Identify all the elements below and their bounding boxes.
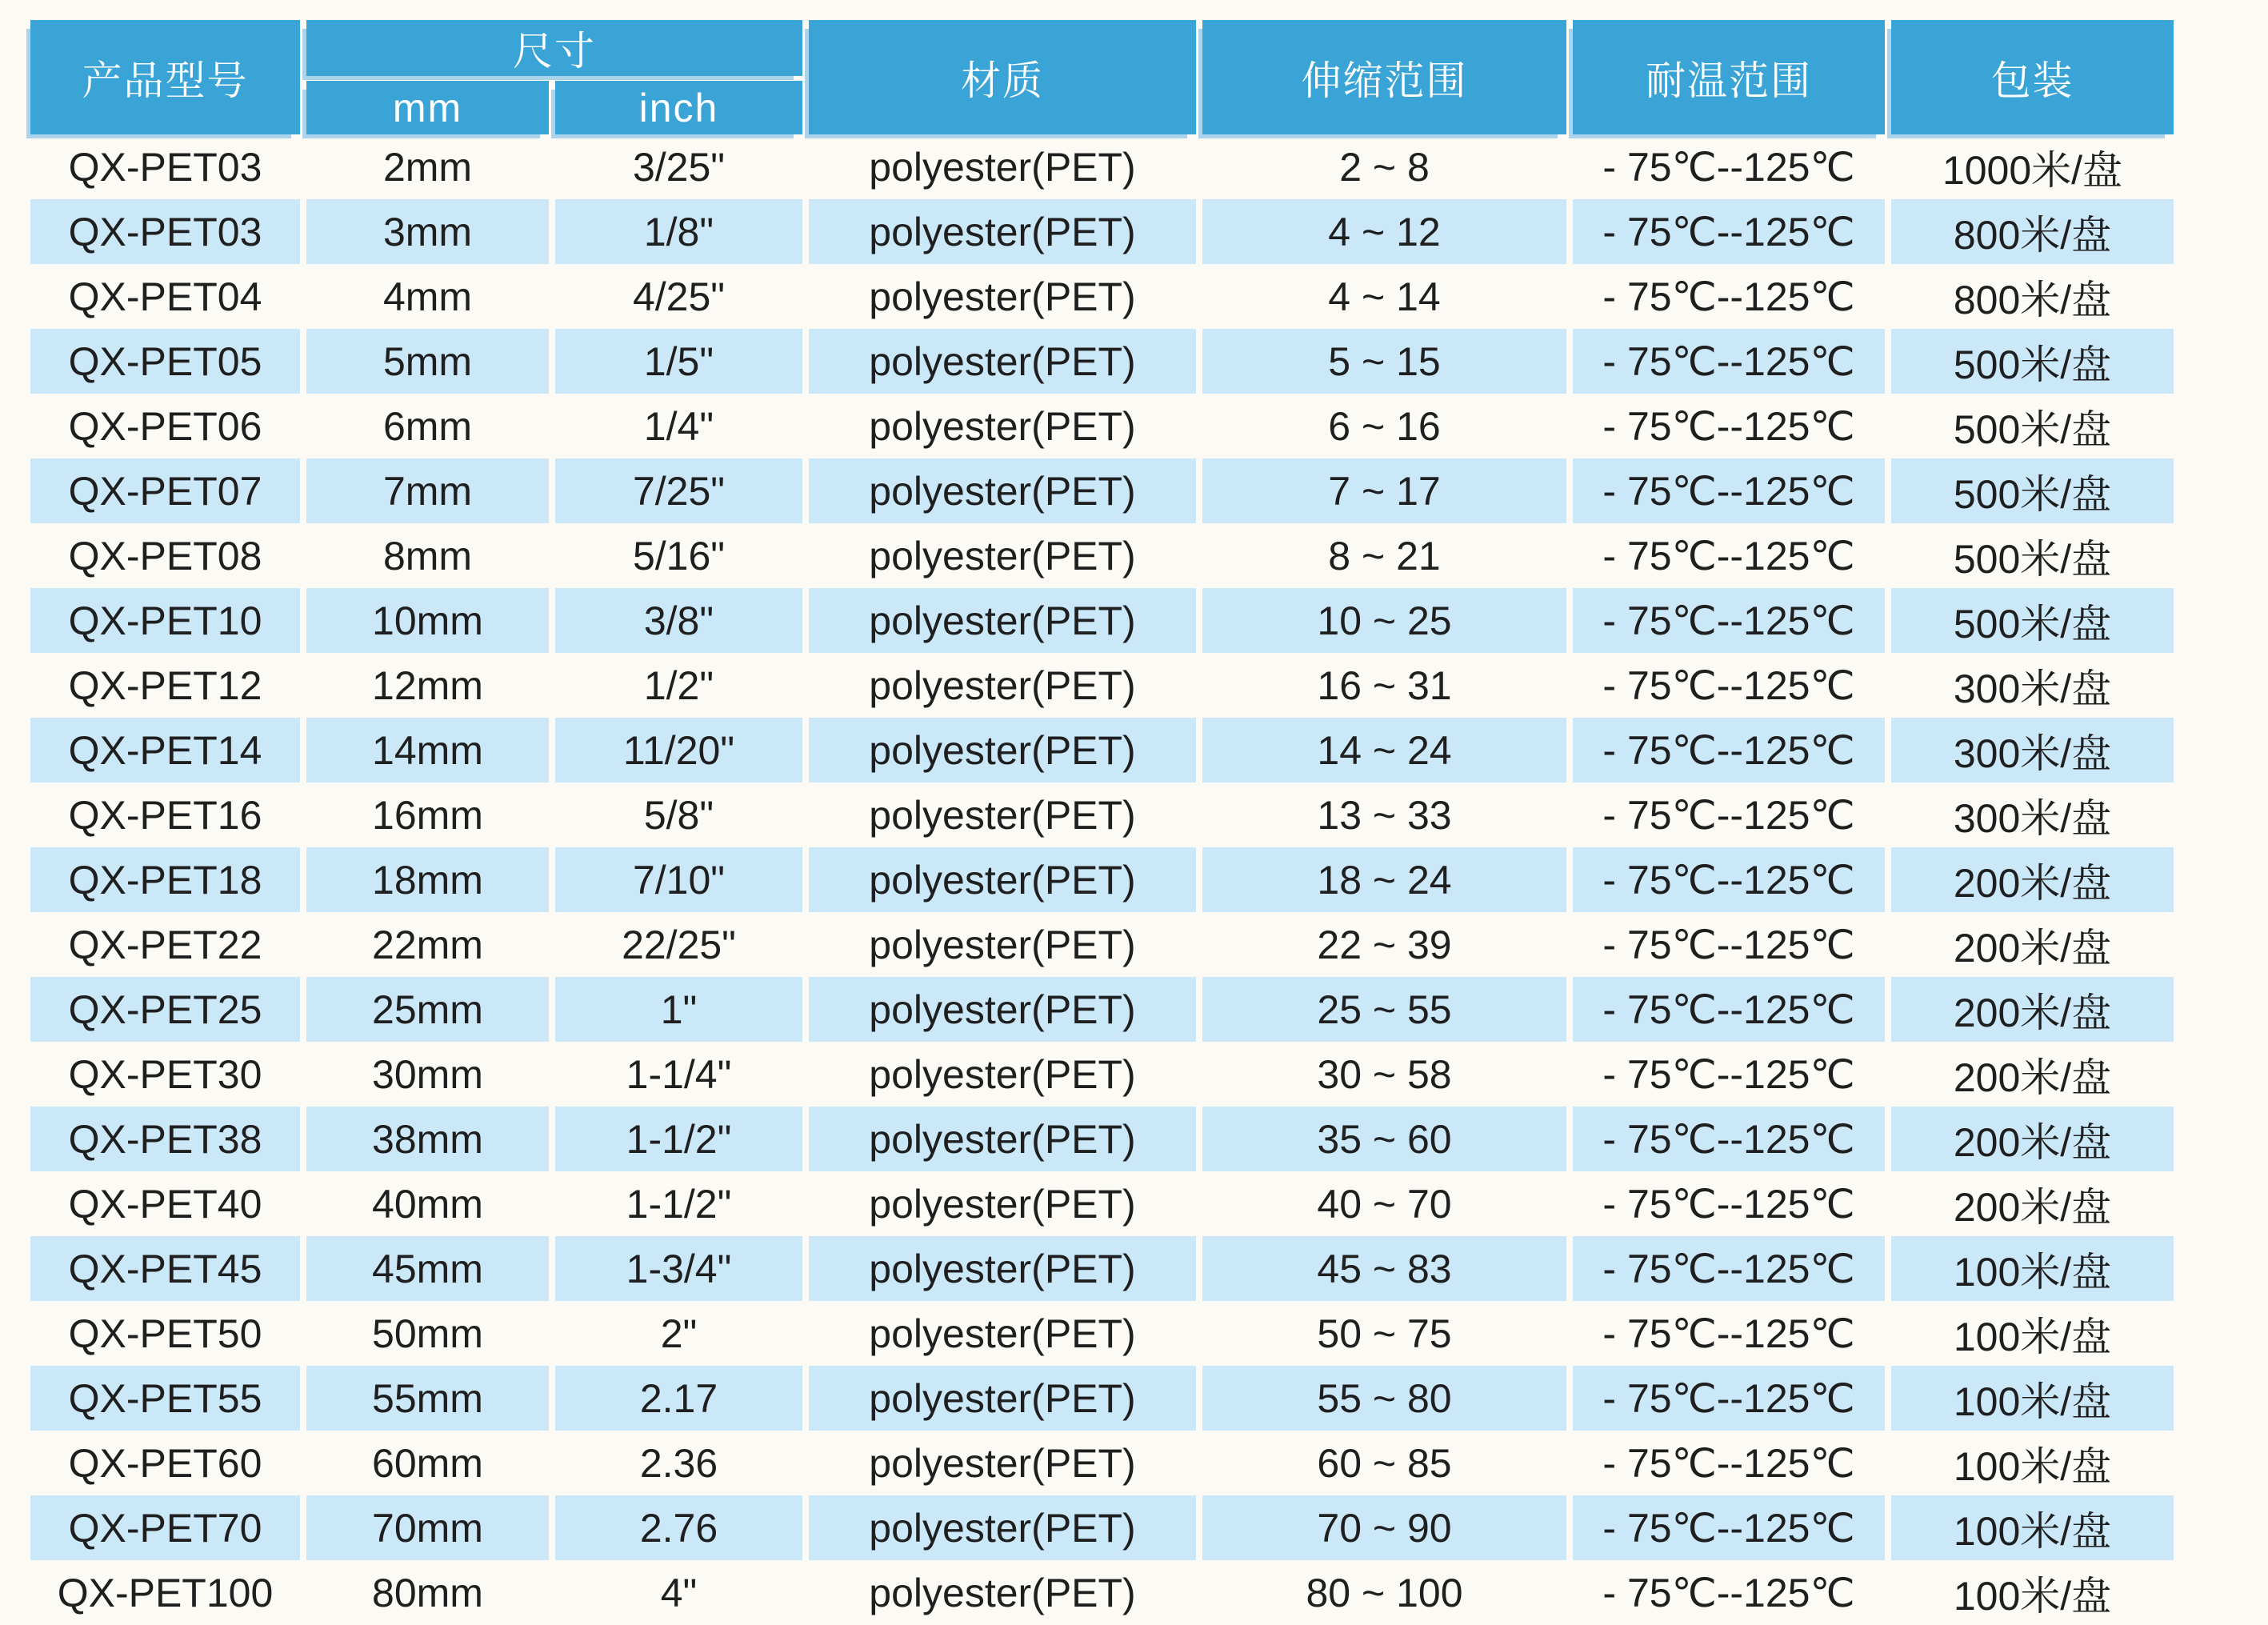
cell-model-row-21: QX-PET60 [68, 1440, 262, 1486]
cell-material-row-21: polyester(PET) [869, 1440, 1136, 1486]
cell-size_mm-row-2: 3mm [306, 199, 549, 264]
cell-size_inch-row-14: 1" [555, 977, 802, 1042]
cell-stretch_range-row-13: 22 ~ 39 [1317, 922, 1452, 967]
cell-material-row-15: polyester(PET) [869, 1051, 1136, 1097]
cell-temp_range-row-5: - 75℃--125℃ [1602, 403, 1855, 449]
cell-stretch_range-row-20: 55 ~ 80 [1202, 1366, 1566, 1431]
cell-size_mm-row-8: 10mm [306, 588, 549, 653]
cell-temp_range-row-11: - 75℃--125℃ [1602, 792, 1855, 838]
cell-size_mm-row-12: 18mm [306, 847, 549, 912]
cell-packing-row-3: 800米/盘 [1953, 277, 2112, 322]
cell-size_inch-row-12: 7/10" [555, 847, 802, 912]
cell-packing-row-21: 100米/盘 [1953, 1443, 2112, 1489]
cell-model-row-12: QX-PET18 [30, 847, 300, 912]
cell-size_mm-row-19: 50mm [372, 1311, 483, 1356]
cell-model-row-18: QX-PET45 [30, 1236, 300, 1301]
cell-packing-row-12: 200米/盘 [1891, 847, 2174, 912]
cell-model-row-17: QX-PET40 [68, 1181, 262, 1227]
cell-stretch_range-row-7: 8 ~ 21 [1328, 533, 1441, 578]
cell-size_mm-row-21: 60mm [372, 1440, 483, 1486]
cell-size_mm-row-20: 55mm [306, 1366, 549, 1431]
cell-model-row-20: QX-PET55 [30, 1366, 300, 1431]
cell-stretch_range-row-2: 4 ~ 12 [1202, 199, 1566, 264]
cell-size_inch-row-6: 7/25" [555, 458, 802, 523]
col-header-size-inch: inch [555, 81, 802, 134]
cell-material-row-10: polyester(PET) [809, 718, 1196, 782]
cell-packing-row-1: 1000米/盘 [1942, 147, 2123, 193]
cell-temp_range-row-22: - 75℃--125℃ [1573, 1495, 1885, 1560]
cell-packing-row-16: 200米/盘 [1891, 1107, 2174, 1171]
cell-size_inch-row-4: 1/5" [555, 329, 802, 394]
cell-stretch_range-row-22: 70 ~ 90 [1202, 1495, 1566, 1560]
cell-packing-row-18: 100米/盘 [1891, 1236, 2174, 1301]
cell-packing-row-6: 500米/盘 [1891, 458, 2174, 523]
cell-material-row-9: polyester(PET) [869, 662, 1136, 708]
cell-stretch_range-row-23: 80 ~ 100 [1306, 1570, 1463, 1615]
cell-stretch_range-row-21: 60 ~ 85 [1317, 1440, 1452, 1486]
cell-stretch_range-row-16: 35 ~ 60 [1202, 1107, 1566, 1171]
cell-model-row-5: QX-PET06 [68, 403, 262, 449]
cell-size_inch-row-10: 11/20" [555, 718, 802, 782]
cell-temp_range-row-23: - 75℃--125℃ [1602, 1570, 1855, 1615]
cell-packing-row-22: 100米/盘 [1891, 1495, 2174, 1560]
cell-material-row-12: polyester(PET) [809, 847, 1196, 912]
cell-stretch_range-row-11: 13 ~ 33 [1317, 792, 1452, 838]
cell-packing-row-13: 200米/盘 [1953, 925, 2112, 971]
cell-temp_range-row-6: - 75℃--125℃ [1573, 458, 1885, 523]
cell-material-row-3: polyester(PET) [869, 274, 1136, 319]
cell-temp_range-row-12: - 75℃--125℃ [1573, 847, 1885, 912]
cell-size_mm-row-16: 38mm [306, 1107, 549, 1171]
cell-size_mm-row-10: 14mm [306, 718, 549, 782]
cell-packing-row-19: 100米/盘 [1953, 1314, 2112, 1359]
cell-size_inch-row-9: 1/2" [643, 662, 714, 708]
cell-temp_range-row-2: - 75℃--125℃ [1573, 199, 1885, 264]
product-spec-table [30, 20, 2174, 1625]
cell-size_mm-row-7: 8mm [382, 533, 473, 578]
cell-material-row-23: polyester(PET) [869, 1570, 1136, 1615]
cell-stretch_range-row-17: 40 ~ 70 [1317, 1181, 1452, 1227]
cell-model-row-7: QX-PET08 [68, 533, 262, 578]
cell-material-row-17: polyester(PET) [869, 1181, 1136, 1227]
cell-size_inch-row-20: 2.17 [555, 1366, 802, 1431]
cell-stretch_range-row-1: 2 ~ 8 [1339, 144, 1430, 190]
cell-material-row-5: polyester(PET) [869, 403, 1136, 449]
cell-model-row-16: QX-PET38 [30, 1107, 300, 1171]
cell-size_mm-row-18: 45mm [306, 1236, 549, 1301]
cell-temp_range-row-10: - 75℃--125℃ [1573, 718, 1885, 782]
cell-packing-row-5: 500米/盘 [1953, 406, 2112, 452]
cell-packing-row-8: 500米/盘 [1891, 588, 2174, 653]
cell-material-row-1: polyester(PET) [869, 144, 1136, 190]
cell-stretch_range-row-3: 4 ~ 14 [1328, 274, 1441, 319]
cell-size_inch-row-18: 1-3/4" [555, 1236, 802, 1301]
cell-model-row-1: QX-PET03 [68, 144, 262, 190]
cell-stretch_range-row-6: 7 ~ 17 [1202, 458, 1566, 523]
cell-stretch_range-row-15: 30 ~ 58 [1317, 1051, 1452, 1097]
cell-material-row-19: polyester(PET) [869, 1311, 1136, 1356]
cell-packing-row-14: 200米/盘 [1891, 977, 2174, 1042]
cell-size_inch-row-11: 5/8" [643, 792, 714, 838]
cell-temp_range-row-7: - 75℃--125℃ [1602, 533, 1855, 578]
col-header-model: 产品型号 [30, 20, 300, 134]
cell-material-row-6: polyester(PET) [809, 458, 1196, 523]
col-header-material: 材质 [809, 20, 1196, 134]
cell-temp_range-row-20: - 75℃--125℃ [1573, 1366, 1885, 1431]
cell-material-row-14: polyester(PET) [809, 977, 1196, 1042]
cell-temp_range-row-18: - 75℃--125℃ [1573, 1236, 1885, 1301]
cell-model-row-19: QX-PET50 [68, 1311, 262, 1356]
cell-size_mm-row-13: 22mm [372, 922, 483, 967]
cell-size_inch-row-5: 1/4" [643, 403, 714, 449]
cell-size_mm-row-22: 70mm [306, 1495, 549, 1560]
cell-model-row-23: QX-PET100 [57, 1570, 274, 1615]
cell-stretch_range-row-14: 25 ~ 55 [1202, 977, 1566, 1042]
cell-stretch_range-row-19: 50 ~ 75 [1317, 1311, 1452, 1356]
cell-size_inch-row-1: 3/25" [632, 144, 726, 190]
cell-stretch_range-row-12: 18 ~ 24 [1202, 847, 1566, 912]
cell-size_inch-row-2: 1/8" [555, 199, 802, 264]
cell-material-row-11: polyester(PET) [869, 792, 1136, 838]
cell-packing-row-11: 300米/盘 [1953, 795, 2112, 841]
cell-model-row-2: QX-PET03 [30, 199, 300, 264]
cell-size_inch-row-8: 3/8" [555, 588, 802, 653]
cell-model-row-14: QX-PET25 [30, 977, 300, 1042]
cell-material-row-2: polyester(PET) [809, 199, 1196, 264]
cell-material-row-22: polyester(PET) [809, 1495, 1196, 1560]
cell-size_inch-row-21: 2.36 [639, 1440, 718, 1486]
cell-material-row-8: polyester(PET) [809, 588, 1196, 653]
cell-material-row-20: polyester(PET) [809, 1366, 1196, 1431]
cell-size_mm-row-17: 40mm [372, 1181, 483, 1227]
cell-temp_range-row-13: - 75℃--125℃ [1602, 922, 1855, 967]
cell-model-row-8: QX-PET10 [30, 588, 300, 653]
cell-model-row-10: QX-PET14 [30, 718, 300, 782]
col-header-packing: 包装 [1891, 20, 2174, 134]
cell-size_mm-row-1: 2mm [382, 144, 473, 190]
cell-packing-row-4: 500米/盘 [1891, 329, 2174, 394]
cell-model-row-13: QX-PET22 [68, 922, 262, 967]
cell-temp_range-row-3: - 75℃--125℃ [1602, 274, 1855, 319]
cell-model-row-9: QX-PET12 [68, 662, 262, 708]
cell-temp_range-row-4: - 75℃--125℃ [1573, 329, 1885, 394]
cell-size_inch-row-22: 2.76 [555, 1495, 802, 1560]
cell-size_inch-row-3: 4/25" [632, 274, 726, 319]
cell-stretch_range-row-18: 45 ~ 83 [1202, 1236, 1566, 1301]
cell-material-row-7: polyester(PET) [869, 533, 1136, 578]
cell-size_mm-row-4: 5mm [306, 329, 549, 394]
cell-stretch_range-row-9: 16 ~ 31 [1317, 662, 1452, 708]
cell-size_mm-row-5: 6mm [382, 403, 473, 449]
cell-temp_range-row-19: - 75℃--125℃ [1602, 1311, 1855, 1356]
cell-model-row-3: QX-PET04 [68, 274, 262, 319]
cell-packing-row-23: 100米/盘 [1953, 1573, 2112, 1619]
cell-temp_range-row-9: - 75℃--125℃ [1602, 662, 1855, 708]
cell-model-row-22: QX-PET70 [30, 1495, 300, 1560]
cell-size_inch-row-17: 1-1/2" [626, 1181, 732, 1227]
cell-size_inch-row-15: 1-1/4" [626, 1051, 732, 1097]
cell-packing-row-17: 200米/盘 [1953, 1184, 2112, 1230]
col-header-stretch-range: 伸缩范围 [1202, 20, 1566, 134]
cell-temp_range-row-16: - 75℃--125℃ [1573, 1107, 1885, 1171]
cell-material-row-13: polyester(PET) [869, 922, 1136, 967]
cell-stretch_range-row-8: 10 ~ 25 [1202, 588, 1566, 653]
cell-temp_range-row-21: - 75℃--125℃ [1602, 1440, 1855, 1486]
cell-size_mm-row-11: 16mm [372, 792, 483, 838]
cell-stretch_range-row-5: 6 ~ 16 [1328, 403, 1441, 449]
cell-size_inch-row-16: 1-1/2" [555, 1107, 802, 1171]
cell-size_mm-row-6: 7mm [306, 458, 549, 523]
col-header-size-mm: mm [306, 81, 549, 134]
cell-temp_range-row-8: - 75℃--125℃ [1573, 588, 1885, 653]
cell-size_mm-row-15: 30mm [372, 1051, 483, 1097]
cell-stretch_range-row-4: 5 ~ 15 [1202, 329, 1566, 394]
cell-packing-row-7: 500米/盘 [1953, 536, 2112, 582]
cell-material-row-18: polyester(PET) [809, 1236, 1196, 1301]
cell-model-row-11: QX-PET16 [68, 792, 262, 838]
col-header-size-group: 尺寸 [306, 20, 802, 76]
cell-size_inch-row-13: 22/25" [622, 922, 736, 967]
cell-model-row-4: QX-PET05 [30, 329, 300, 394]
cell-temp_range-row-14: - 75℃--125℃ [1573, 977, 1885, 1042]
cell-temp_range-row-15: - 75℃--125℃ [1602, 1051, 1855, 1097]
cell-size_mm-row-23: 80mm [372, 1570, 483, 1615]
cell-stretch_range-row-10: 14 ~ 24 [1202, 718, 1566, 782]
cell-packing-row-9: 300米/盘 [1953, 666, 2112, 711]
cell-temp_range-row-17: - 75℃--125℃ [1602, 1181, 1855, 1227]
cell-model-row-15: QX-PET30 [68, 1051, 262, 1097]
cell-size_mm-row-3: 4mm [382, 274, 473, 319]
cell-size_inch-row-19: 2" [660, 1311, 698, 1356]
cell-packing-row-10: 300米/盘 [1891, 718, 2174, 782]
cell-size_mm-row-14: 25mm [306, 977, 549, 1042]
cell-size_inch-row-7: 5/16" [632, 533, 726, 578]
cell-material-row-16: polyester(PET) [809, 1107, 1196, 1171]
cell-packing-row-15: 200米/盘 [1953, 1055, 2112, 1100]
cell-size_inch-row-23: 4" [660, 1570, 698, 1615]
cell-packing-row-20: 100米/盘 [1891, 1366, 2174, 1431]
col-header-temp-range: 耐温范围 [1573, 20, 1885, 134]
cell-size_mm-row-9: 12mm [372, 662, 483, 708]
cell-model-row-6: QX-PET07 [30, 458, 300, 523]
cell-packing-row-2: 800米/盘 [1891, 199, 2174, 264]
cell-temp_range-row-1: - 75℃--125℃ [1602, 144, 1855, 190]
cell-material-row-4: polyester(PET) [809, 329, 1196, 394]
